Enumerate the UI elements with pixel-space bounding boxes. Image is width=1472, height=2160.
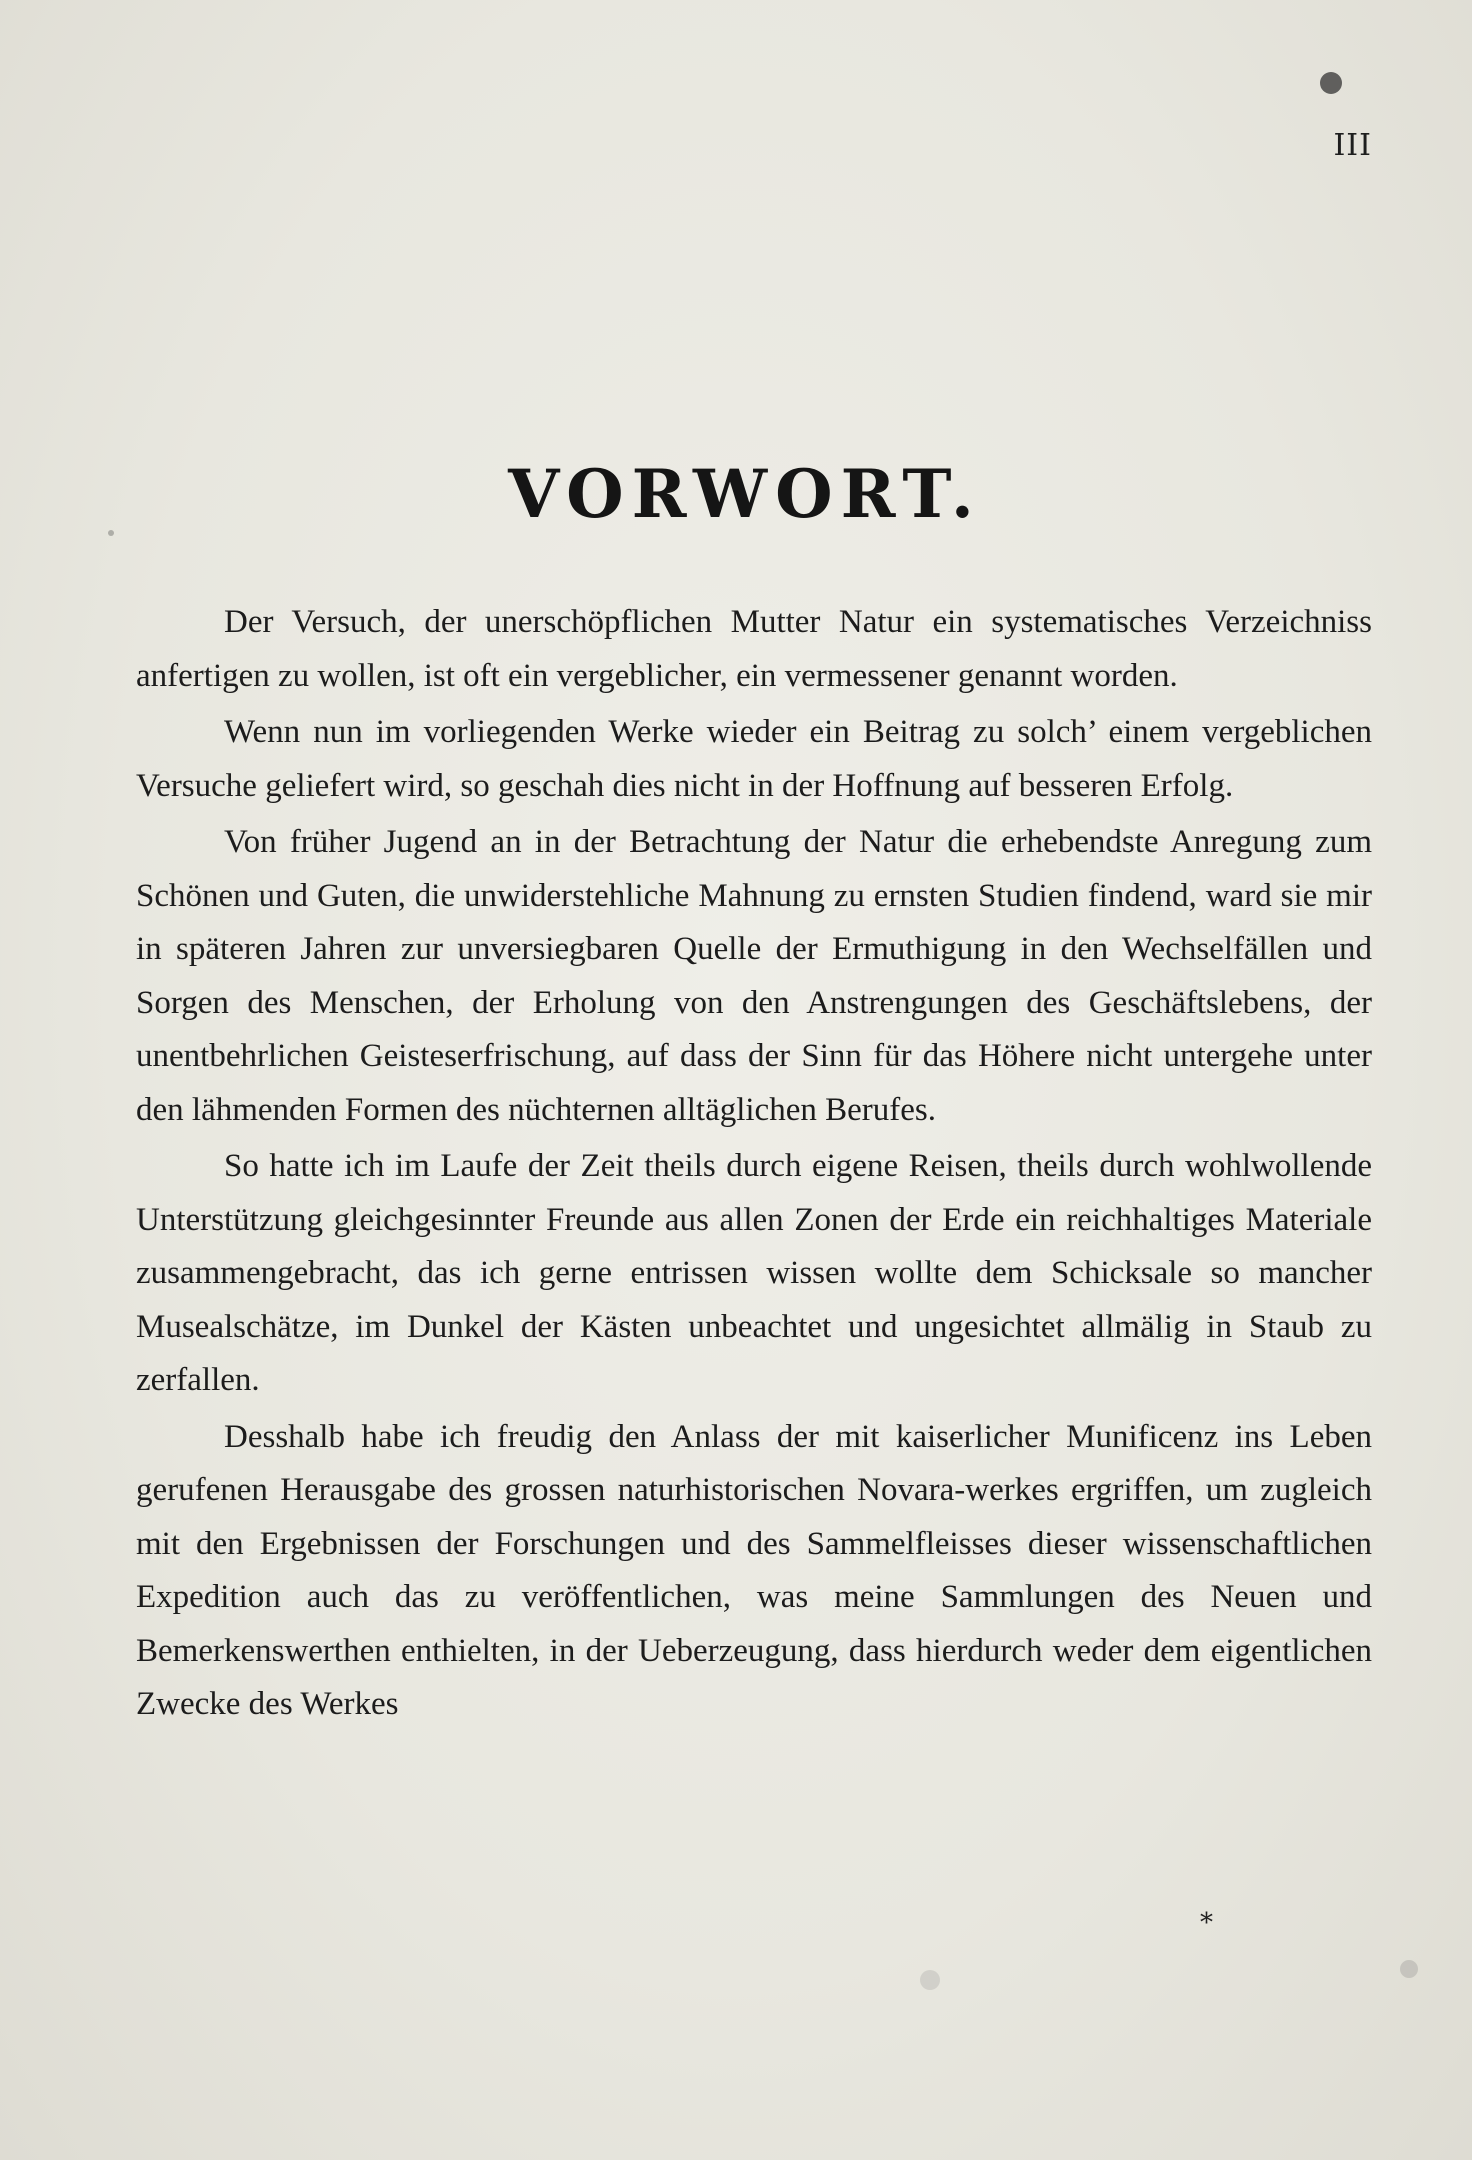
ink-speck xyxy=(1400,1960,1418,1978)
paragraph: Der Versuch, der unerschöpflichen Mutter Natur ein systematisches Verzeichniss anfertigen zu wollen, ist oft ein vergeblicher, ein vermessener genannt worden. xyxy=(136,604,1372,694)
ink-speck xyxy=(920,1970,940,1990)
footnote-mark: * xyxy=(1200,1908,1213,1938)
page-title: VORWORT. xyxy=(508,455,982,533)
paragraph: Von früher Jugend an in der Betrachtung der Natur die erhebendste Anregung zum Schönen und Guten, die unwiderstehliche Mahnung zu ernsten Studien findend, ward sie mir in späteren Jahren zur unversiegbaren Quelle der Ermuthigung in den Wechselfällen und Sorgen des Menschen, der Erholung von den Anstrengungen des Geschäftslebens, der unentbehrlichen Geisteserfrischung, auf dass der Sinn für das Höhere nicht untergehe unter den lähmenden Formen des nüchternen alltäglichen Berufes. xyxy=(136,824,1372,1128)
page-number: III xyxy=(1333,128,1372,163)
paragraph: Desshalb habe ich freudig den Anlass der mit kaiserlicher Munificenz ins Leben gerufenen Herausgabe des grossen naturhistorischen Novara-werkes ergriffen, um zugleich mit den Ergebnissen der Forschungen und des Sammelfleisses dieser wissenschaftlichen Expedition auch das zu veröffentlichen, was meine Sammlungen des Neuen und Bemerkenswerthen enthielten, in der Ueberzeugung, dass hierdurch weder dem eigentlichen Zwecke des Werkes xyxy=(136,1418,1372,1722)
paragraph: So hatte ich im Laufe der Zeit theils durch eigene Reisen, theils durch wohlwollende Unterstützung gleichgesinnter Freunde aus allen Zonen der Erde ein reichhaltiges Materiale zusammengebracht, das ich gerne entrissen wissen wollte dem Schicksale so mancher Musealschätze, im Dunkel der Kästen unbeachtet und ungesichtet allmälig in Staub zu zerfallen. xyxy=(136,1148,1372,1398)
paragraph: Wenn nun im vorliegenden Werke wieder ein Beitrag zu solch’ einem vergeblichen Versuche geliefert wird, so geschah dies nicht in der Hoffnung auf besseren Erfolg. xyxy=(136,714,1372,804)
preface-body xyxy=(136,596,1372,1735)
ink-speck xyxy=(1320,72,1342,94)
